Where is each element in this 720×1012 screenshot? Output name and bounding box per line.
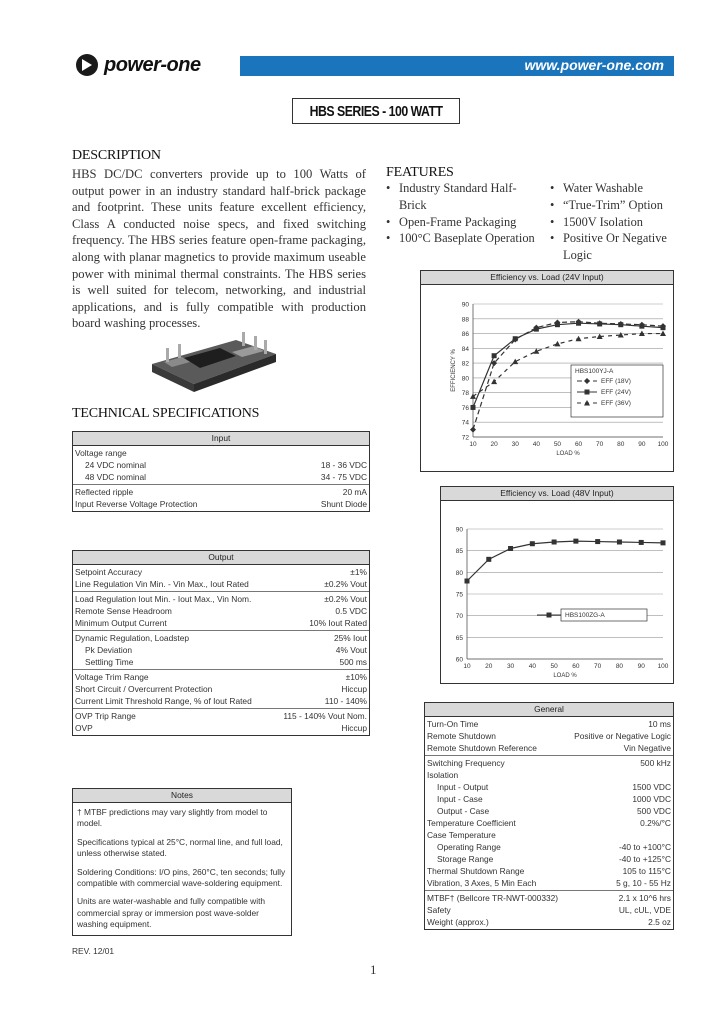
data-point bbox=[492, 353, 497, 358]
table-row: Dynamic Regulation, Loadstep 25% Iout bbox=[75, 633, 367, 643]
chart-title: Efficiency vs. Load (24V Input) bbox=[421, 271, 673, 285]
data-point bbox=[576, 321, 581, 326]
data-point bbox=[597, 321, 602, 326]
table-row: Input - Case 1000 VDC bbox=[437, 794, 671, 804]
feature-item: • Open-Frame Packaging bbox=[386, 214, 536, 231]
table-row: Temperature Coefficient 0.2%/°C bbox=[427, 818, 671, 828]
y-tick-label: 86 bbox=[461, 331, 469, 339]
legend-title: HBS100ZG-A bbox=[565, 612, 605, 619]
efficiency-chart-48v bbox=[440, 486, 674, 684]
table-row: OVP Hiccup bbox=[75, 723, 367, 733]
table-row: Storage Range -40 to +125°C bbox=[437, 854, 671, 864]
data-point bbox=[470, 427, 476, 433]
page-number: 1 bbox=[370, 962, 377, 977]
legend-entry: EFF (24V) bbox=[601, 389, 631, 396]
note-item: † MTBF predictions may vary slightly from model to model. bbox=[77, 807, 268, 829]
y-axis-label: EFFICIENCY % bbox=[451, 349, 457, 392]
input-table bbox=[72, 431, 370, 512]
data-point bbox=[617, 540, 622, 545]
data-point bbox=[552, 540, 557, 545]
table-row: Setpoint Accuracy ±1% bbox=[75, 567, 367, 577]
x-tick-label: 30 bbox=[506, 663, 515, 670]
table-row: Switching Frequency 500 kHz bbox=[427, 758, 671, 768]
y-tick-label: 60 bbox=[455, 656, 463, 664]
data-point bbox=[512, 359, 518, 365]
table-row: Line Regulation Vin Min. - Vin Max., Iout Rated ±0.2% Vout bbox=[75, 579, 367, 589]
description-heading: DESCRIPTION bbox=[72, 148, 161, 163]
series-title-box bbox=[292, 98, 460, 124]
table-row: MTBF† (Bellcore TR-NWT-000332) 2.1 x 10^6 hrs bbox=[427, 893, 671, 903]
data-point bbox=[639, 540, 644, 545]
table-row: Minimum Output Current 10% Iout Rated bbox=[75, 618, 367, 628]
data-point bbox=[554, 341, 560, 347]
table-row: OVP Trip Range 115 - 140% Vout Nom. bbox=[75, 711, 367, 721]
x-tick-label: 60 bbox=[574, 441, 583, 448]
table-row: Remote Shutdown Reference Vin Negative bbox=[427, 743, 671, 753]
x-tick-label: 70 bbox=[596, 441, 604, 448]
x-tick-label: 80 bbox=[617, 441, 625, 448]
table-row: Remote Sense Headroom 0.5 VDC bbox=[75, 606, 367, 616]
table-row: Current Limit Threshold Range, % of Iout Rated 110 - 140% bbox=[75, 696, 367, 706]
table-row: Settling Time 500 ms bbox=[85, 657, 367, 667]
note-item: Soldering Conditions: I/O pins, 260°C, ten seconds; fully compatible with commercial wave-soldering equipment. bbox=[77, 866, 286, 889]
feature-item: • Water Washable bbox=[550, 180, 680, 197]
feature-item: • 100°C Baseplate Operation bbox=[386, 230, 536, 247]
y-tick-label: 90 bbox=[455, 526, 463, 534]
data-point bbox=[555, 322, 560, 327]
y-tick-label: 90 bbox=[461, 301, 469, 309]
data-point bbox=[576, 336, 582, 342]
y-tick-label: 88 bbox=[461, 316, 469, 324]
x-tick-label: 20 bbox=[490, 441, 498, 448]
power-one-logo bbox=[76, 52, 246, 78]
data-point bbox=[639, 324, 644, 329]
table-row: Safety UL, cUL, VDE bbox=[427, 905, 671, 915]
chart-title: Efficiency vs. Load (48V Input) bbox=[441, 487, 673, 501]
y-tick-label: 70 bbox=[455, 613, 463, 621]
x-tick-label: 10 bbox=[469, 441, 477, 448]
y-tick-label: 65 bbox=[455, 634, 463, 642]
y-tick-label: 78 bbox=[461, 390, 469, 398]
table-row: 48 VDC nominal 34 - 75 VDC bbox=[85, 472, 367, 482]
note-item: Specifications typical at 25°C, normal line, and full load, unless otherwise stated. bbox=[77, 836, 283, 859]
x-axis-label: LOAD % bbox=[556, 451, 580, 457]
x-tick-label: 40 bbox=[532, 441, 540, 448]
x-tick-label: 100 bbox=[657, 663, 669, 670]
x-tick-label: 20 bbox=[485, 663, 493, 670]
general-table-title: General bbox=[425, 703, 673, 717]
table-row: Input - Output 1500 VDC bbox=[437, 782, 671, 792]
legend-title: HBS100YJ-A bbox=[575, 368, 614, 375]
efficiency-chart-24v bbox=[420, 270, 674, 472]
description-body: HBS DC/DC converters provide up to 100 Watts of output power in an industry standard half-brick package and footprint. These units feature excellent efficiency, Class A conducted noise specs, and fixed switching frequency. The HBS series feature open-frame packaging, along with planar magnetics to provide maximum useable power with minimal thermal constraints. The HBS series is well suited for telecom, networking, and industrial applications, and is fully compatible with production board washing processes. bbox=[72, 167, 366, 331]
data-point bbox=[661, 540, 666, 545]
notes-title: Notes bbox=[73, 789, 291, 803]
legend-entry: EFF (36V) bbox=[601, 400, 631, 407]
data-point bbox=[513, 336, 518, 341]
data-point bbox=[491, 379, 497, 385]
x-tick-label: 30 bbox=[511, 441, 519, 448]
table-row: Input Reverse Voltage Protection Shunt Diode bbox=[75, 499, 367, 509]
x-tick-label: 70 bbox=[594, 663, 602, 670]
power-one-logo-icon bbox=[76, 54, 98, 76]
table-row: Turn-On Time 10 ms bbox=[427, 719, 671, 729]
feature-item: • “True-Trim” Option bbox=[550, 197, 680, 214]
x-tick-label: 100 bbox=[657, 441, 669, 448]
table-row: Operating Range -40 to +100°C bbox=[437, 842, 671, 852]
data-point bbox=[508, 546, 513, 551]
output-table bbox=[72, 550, 370, 736]
input-table-title: Input bbox=[73, 432, 369, 446]
table-row: Reflected ripple 20 mA bbox=[75, 487, 367, 497]
data-point bbox=[471, 405, 476, 410]
y-tick-label: 80 bbox=[455, 569, 463, 577]
feature-item: • Industry Standard Half-Brick bbox=[386, 180, 536, 214]
y-tick-label: 75 bbox=[455, 591, 463, 599]
x-tick-label: 60 bbox=[572, 663, 580, 670]
feature-item: • Positive Or Negative Logic bbox=[550, 230, 680, 264]
tech-specs-heading: TECHNICAL SPECIFICATIONS bbox=[72, 406, 260, 421]
website-url[interactable]: www.power-one.com bbox=[524, 57, 664, 73]
logo-text: power-one bbox=[104, 53, 201, 76]
data-point bbox=[573, 539, 578, 544]
data-point bbox=[661, 325, 666, 330]
revision-label: REV. 12/01 bbox=[72, 946, 115, 956]
x-tick-label: 50 bbox=[550, 663, 558, 670]
y-tick-label: 72 bbox=[461, 434, 469, 442]
features-heading: FEATURES bbox=[386, 165, 454, 180]
note-item: Units are water-washable and fully compatible with commercial spray or immersion post wave-solder washing equipment. bbox=[77, 896, 266, 930]
table-row: Weight (approx.) 2.5 oz bbox=[427, 917, 671, 927]
table-row: Isolation bbox=[427, 770, 459, 780]
x-tick-label: 90 bbox=[638, 441, 646, 448]
x-tick-label: 10 bbox=[463, 663, 471, 670]
y-tick-label: 84 bbox=[461, 345, 469, 353]
data-point bbox=[585, 390, 590, 395]
table-row: Short Circuit / Overcurrent Protection Hiccup bbox=[75, 684, 367, 694]
legend-entry: EFF (18V) bbox=[601, 378, 631, 385]
y-tick-label: 76 bbox=[461, 404, 469, 412]
features-list-right bbox=[550, 180, 680, 264]
table-row: Load Regulation Iout Min. - Iout Max., Vin Nom. ±0.2% Vout bbox=[75, 594, 367, 604]
y-tick-label: 85 bbox=[455, 548, 463, 556]
table-row: Vibration, 3 Axes, 5 Min Each 5 g, 10 - 55 Hz bbox=[427, 878, 671, 888]
feature-item: • 1500V Isolation bbox=[550, 214, 680, 231]
table-row: Output - Case 500 VDC bbox=[437, 806, 671, 816]
features-list-left bbox=[386, 180, 536, 247]
table-row: Thermal Shutdown Range 105 to 115°C bbox=[427, 866, 671, 876]
x-tick-label: 90 bbox=[637, 663, 645, 670]
table-row: Remote Shutdown Positive or Negative Logic bbox=[427, 731, 671, 741]
data-point bbox=[530, 541, 535, 546]
table-row: Voltage range bbox=[75, 448, 127, 458]
data-point bbox=[534, 327, 539, 332]
table-row: Voltage Trim Range ±10% bbox=[75, 672, 367, 682]
x-tick-label: 80 bbox=[615, 663, 624, 670]
notes-box bbox=[72, 788, 292, 936]
y-tick-label: 82 bbox=[461, 360, 469, 368]
series-line bbox=[467, 541, 663, 581]
x-axis-label: LOAD % bbox=[553, 673, 577, 679]
y-tick-label: 74 bbox=[461, 419, 469, 427]
page-title: HBS SERIES - 100 WATT bbox=[309, 102, 443, 120]
data-point bbox=[486, 557, 491, 562]
data-point bbox=[618, 322, 623, 327]
output-table-title: Output bbox=[73, 551, 369, 565]
table-row: Case Temperature bbox=[427, 830, 496, 840]
data-point bbox=[547, 613, 552, 618]
product-photo bbox=[144, 324, 282, 394]
data-point bbox=[595, 539, 600, 544]
x-tick-label: 40 bbox=[528, 663, 536, 670]
general-table bbox=[424, 702, 674, 930]
table-row: Pk Deviation 4% Vout bbox=[85, 645, 367, 655]
data-point bbox=[465, 579, 470, 584]
x-tick-label: 50 bbox=[553, 441, 562, 448]
y-tick-label: 80 bbox=[461, 375, 469, 383]
table-row: 24 VDC nominal 18 - 36 VDC bbox=[85, 460, 367, 470]
chart-24v-plot bbox=[421, 285, 673, 471]
chart-48v-plot bbox=[441, 501, 673, 683]
